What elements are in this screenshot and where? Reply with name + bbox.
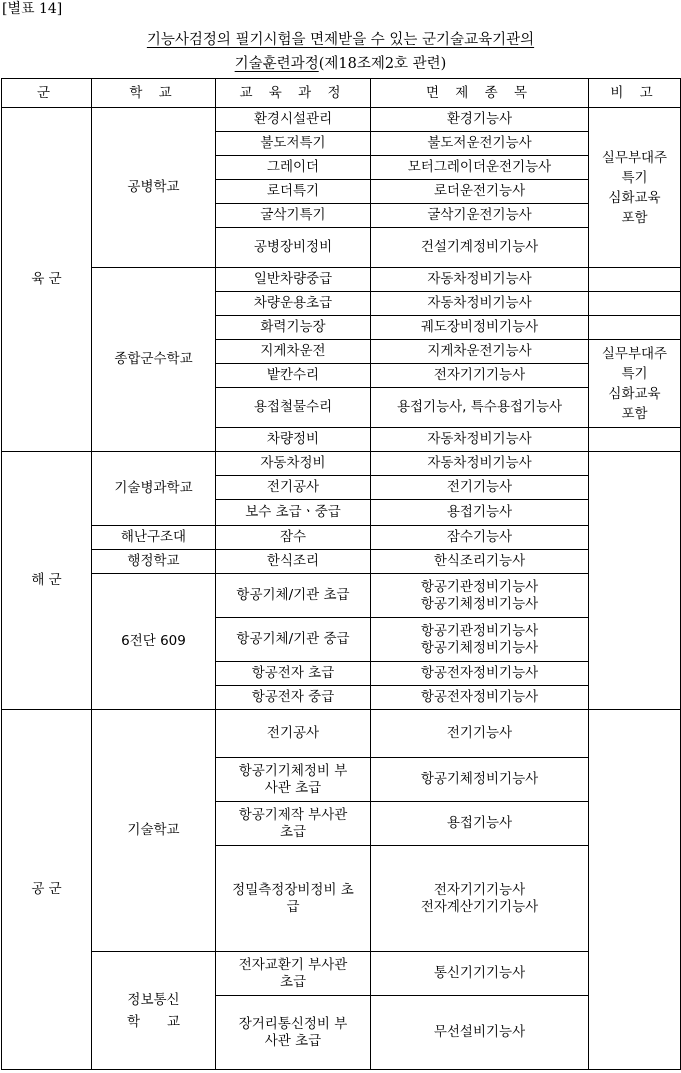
school-tech-ordnance: 기술병과학교 [92, 452, 216, 526]
exempt-cell: 자동차정비기능사 [371, 428, 589, 452]
title-line-1-text: 기능사검정의 필기시험을 면제받을 수 있는 군기술교육기관의 [146, 32, 535, 48]
title-line-2-rest: (제18조제2호 관련) [318, 56, 447, 72]
school-engineer: 공병학교 [92, 108, 216, 268]
exempt-cell: 환경기능사 [371, 108, 589, 132]
exempt-cell: 항공전자정비기능사 [371, 686, 589, 710]
exempt-cell: 잠수기능사 [371, 526, 589, 550]
remark-empty [589, 316, 681, 340]
course-cell: 잠수 [216, 526, 371, 550]
exempt-cell: 지게차운전기능사 [371, 340, 589, 364]
table-row [2, 268, 681, 292]
school-combined-service: 종합군수학교 [92, 268, 216, 452]
table-row [2, 710, 681, 758]
exempt-cell: 무선설비기능사 [371, 996, 589, 1070]
remark-engineer: 실무부대주 특기 심화교육 포함 [589, 108, 681, 268]
course-cell: 정밀측정장비정비 초 급 [216, 846, 371, 952]
course-cell: 자동차정비 [216, 452, 371, 476]
exempt-cell: 전기기능사 [371, 710, 589, 758]
course-cell: 굴삭기특기 [216, 204, 371, 228]
course-cell: 항공기체/기관 초급 [216, 574, 371, 618]
course-cell: 항공기제작 부사관 초급 [216, 802, 371, 846]
table-row [2, 452, 681, 476]
school-6th-fleet-609: 6전단 609 [92, 574, 216, 710]
course-cell: 불도저특기 [216, 132, 371, 156]
exempt-cell: 항공기체정비기능사 [371, 758, 589, 802]
remark-navy [589, 452, 681, 710]
exempt-cell: 용접기능사 [371, 802, 589, 846]
exempt-cell: 불도저운전기능사 [371, 132, 589, 156]
exempt-cell: 궤도장비정비기능사 [371, 316, 589, 340]
school-tech: 기술학교 [92, 710, 216, 952]
exempt-cell: 굴삭기운전기능사 [371, 204, 589, 228]
course-cell: 차량정비 [216, 428, 371, 452]
remark-combined-service: 실무부대주 특기 심화교육 포함 [589, 340, 681, 428]
header-school: 학 교 [92, 79, 216, 108]
course-cell: 보수 초급ㆍ중급 [216, 500, 371, 526]
course-cell: 화력기능장 [216, 316, 371, 340]
course-cell: 밭칸수리 [216, 364, 371, 388]
appendix-label: [별표 14] [2, 1, 63, 17]
course-cell: 항공전자 초급 [216, 662, 371, 686]
exempt-cell: 자동차정비기능사 [371, 268, 589, 292]
header-row [2, 79, 681, 108]
exempt-cell: 전기기능사 [371, 476, 589, 500]
table-row [2, 574, 681, 618]
table-row [2, 952, 681, 996]
exempt-cell: 항공기관정비기능사 항공기체정비기능사 [371, 618, 589, 662]
branch-navy: 해 군 [2, 452, 92, 710]
course-cell: 용접철물수리 [216, 388, 371, 428]
course-cell: 전기공사 [216, 710, 371, 758]
exempt-cell: 건설기계정비기능사 [371, 228, 589, 268]
title-line-1 [0, 30, 681, 50]
school-info-comm: 정보통신 학 교 [92, 952, 216, 1070]
course-cell: 일반차량중급 [216, 268, 371, 292]
course-cell: 한식조리 [216, 550, 371, 574]
table-row [2, 550, 681, 574]
school-admin: 행정학교 [92, 550, 216, 574]
course-cell: 장거리통신정비 부 사관 초급 [216, 996, 371, 1070]
remark-airforce [589, 710, 681, 1070]
exempt-cell: 자동차정비기능사 [371, 292, 589, 316]
header-exempt: 면 제 종 목 [371, 79, 589, 108]
exempt-cell: 용접기능사, 특수용접기능사 [371, 388, 589, 428]
remark-empty [589, 292, 681, 316]
exempt-cell: 자동차정비기능사 [371, 452, 589, 476]
course-cell: 지게차운전 [216, 340, 371, 364]
course-cell: 로더특기 [216, 180, 371, 204]
exempt-cell: 항공전자정비기능사 [371, 662, 589, 686]
title-line-2-underlined: 기술훈련과정 [234, 56, 319, 72]
exempt-cell: 로더운전기능사 [371, 180, 589, 204]
course-cell: 환경시설관리 [216, 108, 371, 132]
remark-empty [589, 268, 681, 292]
course-cell: 항공전자 중급 [216, 686, 371, 710]
exempt-cell: 항공기관정비기능사 항공기체정비기능사 [371, 574, 589, 618]
header-branch: 군 [2, 79, 92, 108]
course-cell: 항공기기체정비 부 사관 초급 [216, 758, 371, 802]
exempt-cell: 전자기기기능사 전자계산기기기능사 [371, 846, 589, 952]
table-row [2, 526, 681, 550]
course-cell: 전자교환기 부사관 초급 [216, 952, 371, 996]
table-row [2, 108, 681, 132]
course-cell: 차량운용초급 [216, 292, 371, 316]
exempt-cell: 한식조리기능사 [371, 550, 589, 574]
school-sea-rescue: 해난구조대 [92, 526, 216, 550]
branch-airforce: 공 군 [2, 710, 92, 1070]
exempt-cell: 모터그레이더운전기능사 [371, 156, 589, 180]
course-cell: 전기공사 [216, 476, 371, 500]
course-cell: 공병장비정비 [216, 228, 371, 268]
remark-empty [589, 428, 681, 452]
exempt-cell: 용접기능사 [371, 500, 589, 526]
course-cell: 그레이더 [216, 156, 371, 180]
header-course: 교 육 과 정 [216, 79, 371, 108]
exempt-cell: 통신기기기능사 [371, 952, 589, 996]
training-course-table [1, 78, 681, 1070]
branch-army: 육 군 [2, 108, 92, 452]
title-line-2 [0, 54, 681, 74]
exempt-cell: 전자기기기능사 [371, 364, 589, 388]
course-cell: 항공기체/기관 중급 [216, 618, 371, 662]
header-remark: 비 고 [589, 79, 681, 108]
